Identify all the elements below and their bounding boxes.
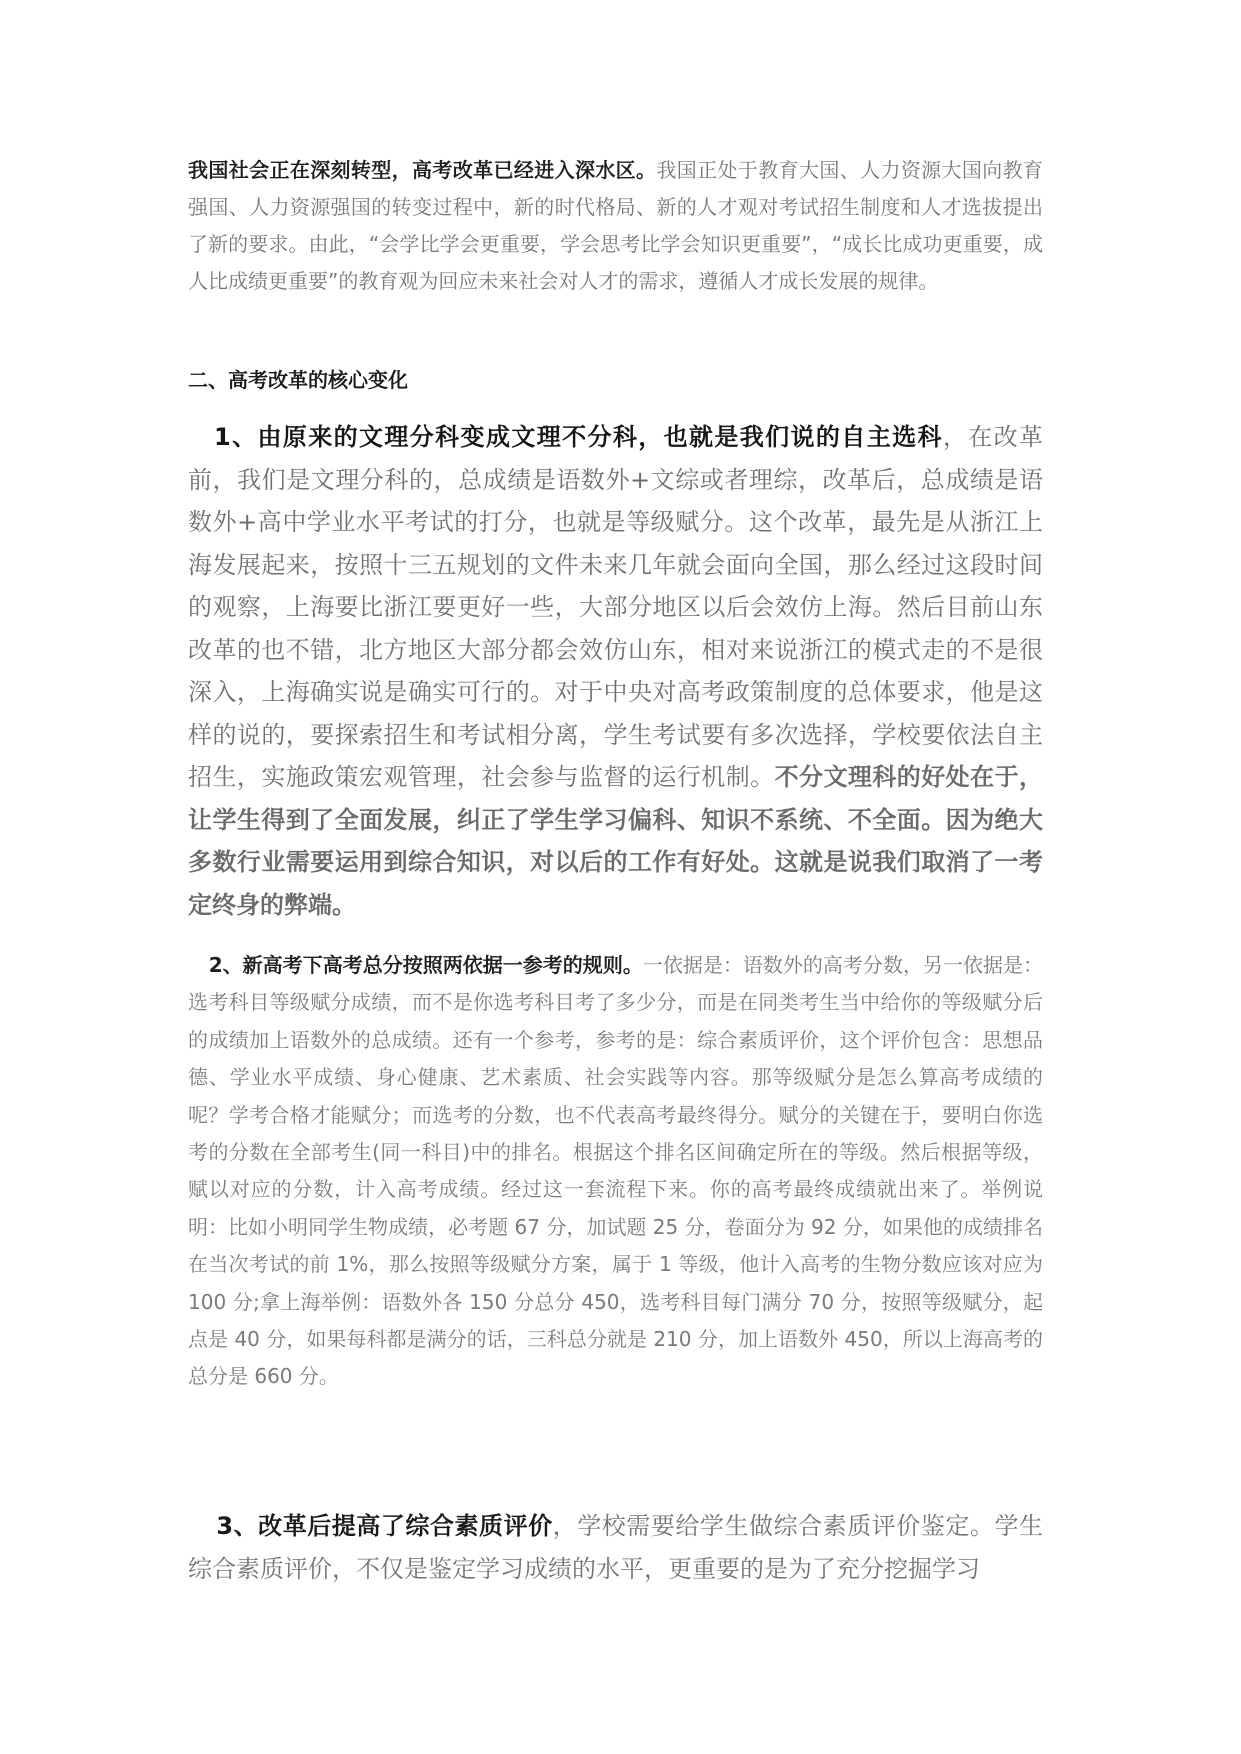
item-1-lead: 1、由原来的文理分科变成文理不分科，也就是我们说的自主选科 — [214, 423, 943, 451]
item-3-body: ，学校需要给学生做综合素质评价鉴定。学生综合素质评价，不仅是鉴定学习成绩的水平，更重要的是为了充分挖掘学习 — [188, 1512, 1044, 1583]
item-1-indent — [188, 423, 214, 451]
item-1-emphasis: 不分文理科的好处在于，让学生得到了全面发展，纠正了学生学习偏科、知识不系统、不全面。因为绝大多数行业需要运用到综合知识，对以后的工作有好处。这就是说我们取消了一考定终身的弊端。 — [188, 763, 1044, 919]
intro-lead-sentence: 我国社会正在深刻转型，高考改革已经进入深水区。 — [188, 158, 657, 182]
section-heading: 二、高考改革的核心变化 — [188, 368, 408, 392]
item-3-indent — [188, 1512, 216, 1540]
item-1-body: ，在改革前，我们是文理分科的，总成绩是语数外+文综或者理综，改革后，总成绩是语数外+高中学业水平考试的打分，也就是等级赋分。这个改革，最先是从浙江上海发展起来，按照十三五规划的文件未来几年就会面向全国，那么经过这段时间的观察，上海要比浙江要更好一些，大部分地区以后会效仿上海。然后目前山东改革的也不错，北方地区大部分都会效仿山东，相对来说浙江的模式走的不是很深入，上海确实说是确实可行的。对于中央对高考政策制度的总体要求，他是这样的说的，要探索招生和考试相分离，学生考试要有多次选择，学校要依法自主招生，实施政策宏观管理，社会参与监督的运行机制。 — [188, 423, 1043, 791]
intro-paragraph — [188, 152, 1043, 300]
intro-body-text: 我国正处于教育大国、人力资源大国向教育强国、人力资源强国的转变过程中，新的时代格局、新的人才观对考试招生制度和人才选拔提出了新的要求。由此，“会学比学会更重要，学会思考比学会知识更重要”，“成长比成功更重要，成人比成绩更重要”的教育观为回应未来社会对人才的需求，遵循人才成长发展的规律。 — [188, 158, 1044, 293]
item-2-lead: 2、新高考下高考总分按照两依据一参考的规则。 — [208, 953, 643, 977]
item-3-lead: 3、改革后提高了综合素质评价 — [216, 1512, 553, 1540]
item-3-paragraph — [188, 1505, 1043, 1590]
item-2-body: 一依据是：语数外的高考分数，另一依据是：选考科目等级赋分成绩，而不是你选考科目考了多少分，而是在同类考生当中给你的等级赋分后的成绩加上语数外的总成绩。还有一个参考，参考的是：综合素质评价，这个评价包含：思想品德、学业水平成绩、身心健康、艺术素质、社会实践等内容。那等级赋分是怎么算高考成绩的呢？学考合格才能赋分；而选考的分数，也不代表高考最终得分。赋分的关键在于，要明白你选考的分数在全部考生(同一科目)中的排名。根据这个排名区间确定所在的等级。然后根据等级，赋以对应的分数，计入高考成绩。经过这一套流程下来。你的高考最终成绩就出来了。举例说明：比如小明同学生物成绩，必考题 67 分，加试题 25 分，卷面分为 92 分，如果他的成绩排名在当次考试的前 1%，那么按照等级赋分方案，属于 1 等级，他计入高考的生物分数应该对应为 100 分;拿上海举例：语数外各 150 分总分 450，选考科目每门满分 70 分，按照等级赋分，起点是 40 分，如果每科都是满分的话，三科总分就是 210 分，加上语数外 450，所以上海高考的总分是 660 分。 — [188, 953, 1044, 1389]
item-1-paragraph — [188, 416, 1043, 926]
item-2-indent — [188, 953, 209, 977]
item-2-paragraph — [188, 947, 1043, 1396]
